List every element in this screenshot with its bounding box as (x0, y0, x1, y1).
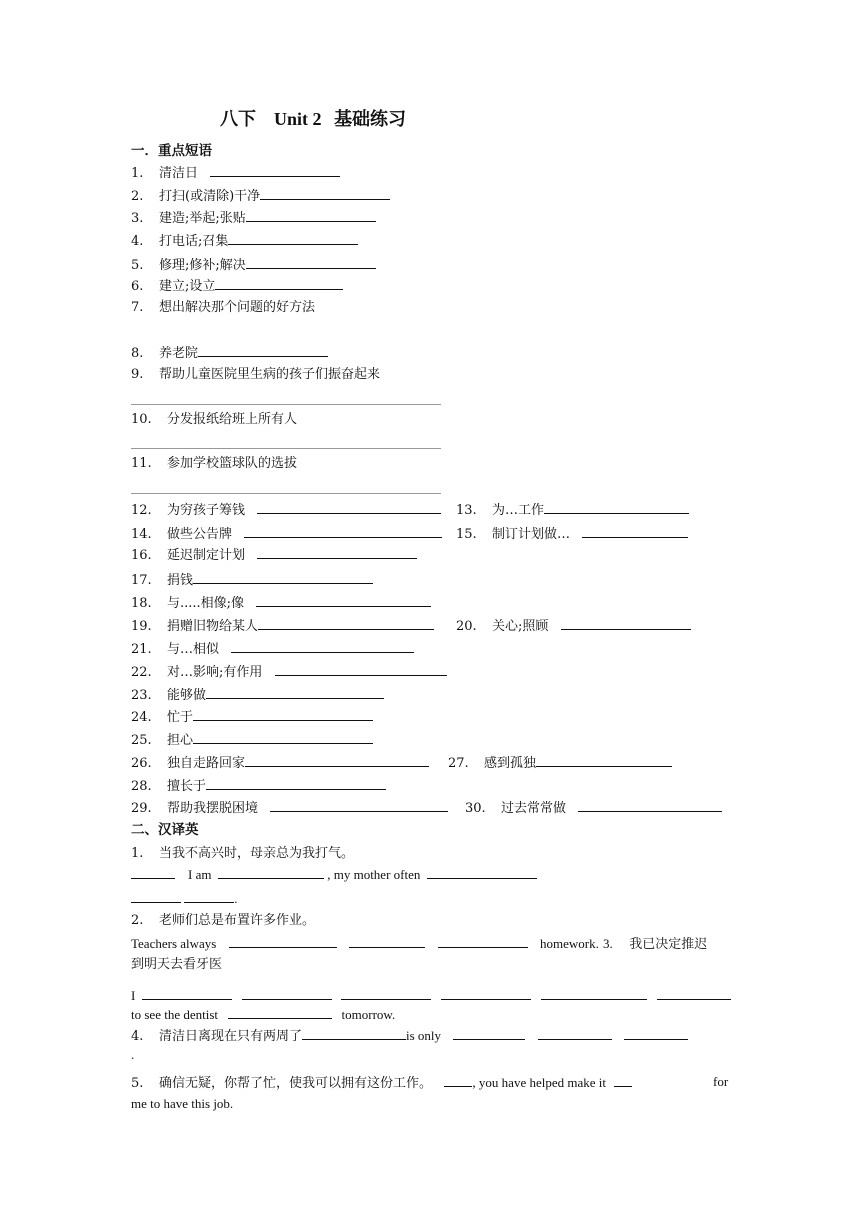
answer-blank[interactable] (246, 255, 376, 269)
answer-line[interactable] (131, 448, 441, 449)
phrase-8: 8. 养老院 (131, 343, 328, 363)
answer-blank[interactable] (246, 208, 376, 222)
answer-blank[interactable] (193, 730, 373, 744)
phrase-18: 18. 与.....相像;像 (131, 593, 431, 613)
answer-blank[interactable] (257, 545, 417, 559)
answer-blank[interactable] (614, 1073, 632, 1087)
answer-blank[interactable] (444, 1073, 472, 1087)
section2-heading: 二、汉译英 (131, 822, 199, 838)
answer-blank[interactable] (536, 753, 672, 767)
phrase-16: 16. 延迟制定计划 (131, 545, 417, 565)
phrase-28: 28. 擅长于 (131, 776, 386, 796)
answer-blank[interactable] (142, 986, 232, 1000)
answer-blank[interactable] (275, 662, 447, 676)
answer-blank[interactable] (193, 570, 373, 584)
translation-3-answer-cont: to see the dentist tomorrow. (131, 1007, 396, 1022)
phrase-15: 15. 制订计划做… (456, 524, 688, 544)
phrase-19: 19. 捐赠旧物给某人 (131, 616, 434, 636)
answer-blank[interactable] (215, 276, 343, 290)
phrase-10: 10. 分发报纸给班上所有人 (131, 412, 298, 427)
phrase-4: 4. 打电话;召集 (131, 231, 358, 251)
phrase-24: 24. 忙于 (131, 707, 373, 727)
phrase-11: 11. 参加学校篮球队的选拔 (131, 456, 298, 471)
answer-blank[interactable] (228, 231, 358, 245)
answer-line[interactable] (131, 493, 441, 494)
section1-heading: 一．重点短语 (131, 143, 212, 159)
answer-blank[interactable] (453, 1026, 525, 1040)
answer-blank[interactable] (256, 593, 431, 607)
answer-blank[interactable] (582, 524, 688, 538)
answer-blank[interactable] (210, 163, 340, 177)
answer-blank[interactable] (257, 500, 441, 514)
answer-blank[interactable] (228, 1005, 332, 1019)
translation-3-prompt-cont: 到明天去看牙医 (131, 957, 223, 972)
answer-blank[interactable] (131, 865, 175, 879)
phrase-2: 2. 打扫(或清除)干净 (131, 186, 390, 206)
phrase-25: 25. 担心 (131, 730, 373, 750)
phrase-14: 14. 做些公告牌 (131, 524, 442, 544)
translation-1-prompt: 1. 当我不高兴时，母亲总为我打气。 (131, 846, 355, 861)
answer-blank[interactable] (229, 934, 337, 948)
phrase-3: 3. 建造;举起;张贴 (131, 208, 376, 228)
phrase-30: 30. 过去常常做 (465, 798, 722, 818)
phrase-7: 7. 想出解决那个问题的好方法 (131, 300, 316, 315)
answer-blank[interactable] (438, 934, 528, 948)
translation-1-answer: I am , my mother often (131, 865, 537, 884)
page-title (220, 108, 406, 131)
answer-blank[interactable] (544, 500, 689, 514)
answer-blank[interactable] (242, 986, 332, 1000)
answer-blank[interactable] (244, 524, 442, 538)
answer-blank[interactable] (260, 186, 390, 200)
answer-blank[interactable] (341, 986, 431, 1000)
translation-1-answer-cont: . (131, 889, 238, 908)
translation-5: 5. 确信无疑，你帮了忙，使我可以拥有这份工作。 , you have helped make it (131, 1073, 632, 1093)
answer-blank[interactable] (206, 776, 386, 790)
phrase-5: 5. 修理;修补;解决 (131, 255, 376, 275)
phrase-6: 6. 建立;设立 (131, 276, 343, 296)
answer-blank[interactable] (270, 798, 448, 812)
phrase-26: 26. 独自走路回家 (131, 753, 429, 773)
title-sub: 基础练习 (334, 109, 407, 130)
phrase-9: 9. 帮助儿童医院里生病的孩子们振奋起来 (131, 367, 381, 382)
answer-blank[interactable] (578, 798, 722, 812)
answer-blank[interactable] (538, 1026, 612, 1040)
answer-blank[interactable] (206, 685, 384, 699)
answer-blank[interactable] (184, 889, 234, 903)
answer-blank[interactable] (349, 934, 425, 948)
translation-2-answer: Teachers always homework. 3. 我已决定推迟 (131, 936, 708, 952)
translation-4-end: . (131, 1047, 135, 1062)
title-unit: Unit 2 (274, 109, 322, 129)
answer-blank[interactable] (657, 986, 731, 1000)
translation-5-for: for (713, 1074, 729, 1089)
answer-blank[interactable] (624, 1026, 688, 1040)
translation-4: 4. 清洁日离现在只有两周了 is only (131, 1026, 688, 1046)
answer-blank[interactable] (198, 343, 328, 357)
answer-blank[interactable] (193, 707, 373, 721)
phrase-23: 23. 能够做 (131, 685, 384, 705)
phrase-21: 21. 与…相似 (131, 639, 414, 659)
translation-3-answer: I (131, 986, 731, 1005)
answer-blank[interactable] (441, 986, 531, 1000)
answer-blank[interactable] (258, 616, 434, 630)
phrase-13: 13. 为…工作 (456, 500, 689, 520)
title-cn: 八下 (220, 109, 256, 130)
phrase-1: 1. 清洁日 (131, 163, 340, 183)
answer-blank[interactable] (131, 889, 181, 903)
answer-blank[interactable] (302, 1026, 406, 1040)
translation-2-prompt: 2. 老师们总是布置许多作业。 (131, 913, 316, 928)
phrase-22: 22. 对…影响;有作用 (131, 662, 447, 682)
phrase-29: 29. 帮助我摆脱困境 (131, 798, 448, 818)
answer-blank[interactable] (541, 986, 647, 1000)
translation-5-cont: me to have this job. (131, 1096, 234, 1111)
phrase-12: 12. 为穷孩子筹钱 (131, 500, 441, 520)
answer-blank[interactable] (561, 616, 691, 630)
answer-blank[interactable] (218, 865, 324, 879)
phrase-27: 27. 感到孤独 (448, 753, 672, 773)
answer-blank[interactable] (231, 639, 414, 653)
phrase-20: 20. 关心;照顾 (456, 616, 691, 636)
answer-blank[interactable] (427, 865, 537, 879)
phrase-17: 17. 捐钱 (131, 570, 373, 590)
answer-blank[interactable] (245, 753, 429, 767)
answer-line[interactable] (131, 404, 441, 405)
